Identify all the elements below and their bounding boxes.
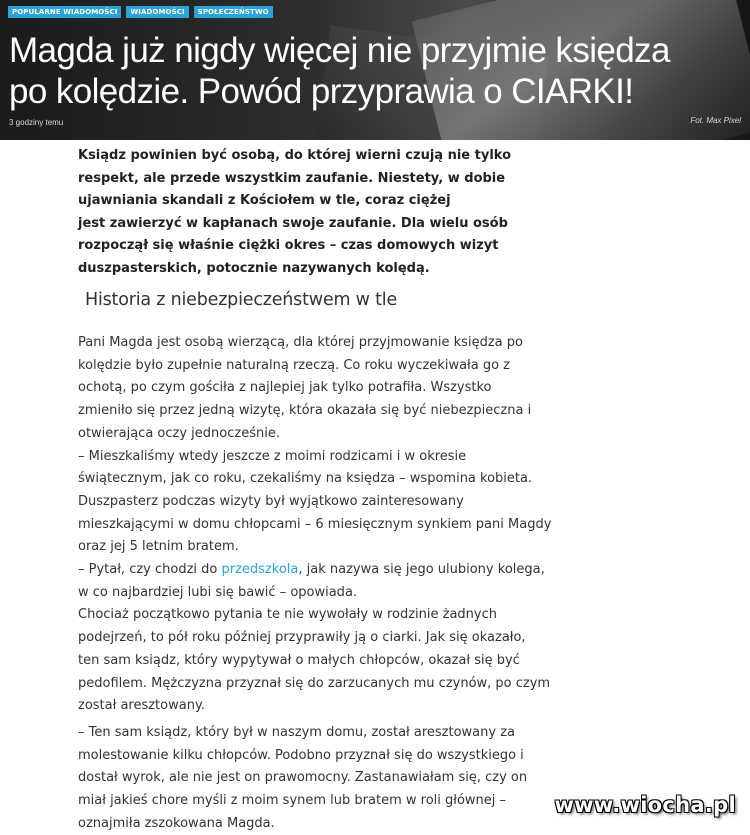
- body-line: kolędzie było zupełnie naturalną rzeczą. Co roku wyczekiwała go z: [78, 357, 510, 373]
- article-title: [9, 30, 744, 112]
- photo-credit: Fot. Max Pixel: [690, 116, 741, 125]
- lead-line: jest zawierzyć w kapłanach swoje zaufanie. Dla wielu osób: [78, 215, 508, 231]
- body-line: pedofilem. Mężczyzna przyznał się do zarzucanych mu czynów, po czym: [78, 675, 551, 691]
- article-body: [78, 332, 598, 835]
- body-line: mieszkającymi w domu chłopcami – 6 miesięcznym synkiem pani Magdy: [78, 516, 552, 532]
- article-title-line-1: Magda już nigdy więcej nie przyjmie księdza: [9, 31, 670, 70]
- body-text-fragment: – Pytał, czy chodzi do: [78, 562, 222, 578]
- section-heading: Historia z niebezpieczeństwem w tle: [85, 290, 398, 310]
- body-line: zmieniło się przez jedną wizytę, która okazała się być niebezpieczna i: [78, 403, 532, 419]
- site-watermark: www.wiocha.pl: [554, 793, 736, 817]
- publish-time: 3 godziny temu: [9, 118, 64, 127]
- body-line: ten sam ksiądz, który wypytywał o małych chłopców, okazał się być: [78, 652, 520, 668]
- category-tags: [8, 6, 273, 18]
- body-line: świątecznym, jak co roku, czekaliśmy na księdza – wspomina kobieta.: [78, 471, 533, 487]
- lead-line: Ksiądz powinien być osobą, do której wierni czują nie tylko: [78, 148, 512, 163]
- body-line: – Ten sam ksiądz, który był w naszym domu, został aresztowany za: [78, 724, 516, 740]
- przedszkola-link[interactable]: przedszkola: [221, 562, 299, 578]
- body-line: Chociaż początkowo pytania te nie wywołały w rodzinie żadnych: [78, 607, 497, 623]
- tag-wiadomosci[interactable]: WIADOMOŚCI: [126, 6, 188, 18]
- body-text-fragment: , jak nazywa się jego ulubiony kolega,: [298, 562, 545, 578]
- body-line: został aresztowany.: [78, 698, 205, 714]
- body-line: – Mieszkaliśmy wtedy jeszcze z moimi rodzicami i w okresie: [78, 448, 467, 464]
- body-line: oraz jej 5 letnim bratem.: [78, 539, 239, 555]
- lead-line: respekt, ale przede wszystkim zaufanie. Niestety, w dobie: [78, 170, 506, 186]
- body-line: Duszpasterz podczas wizyty był wyjątkowo zainteresowany: [78, 493, 464, 509]
- body-line: podejrzeń, to pół roku później przyprawiły ją o ciarki. Jak się okazało,: [78, 630, 526, 646]
- lead-line: duszpasterskich, potocznie nazywanych kolędą.: [78, 260, 430, 276]
- body-line: otwierająca oczy jednocześnie.: [78, 425, 280, 441]
- body-line: Pani Magda jest osobą wierzącą, dla której przyjmowanie księdza po: [78, 335, 523, 350]
- body-line: molestowanie kilku chłopców. Podobno przyznał się do wszystkiego i: [78, 747, 524, 763]
- lead-line: ujawniania skandali z Kościołem w tle, coraz ciężej: [78, 193, 451, 208]
- lead-line: rozpoczął się właśnie ciężki okres – czas domowych wizyt: [78, 238, 499, 253]
- body-line: dostał wyrok, ale nie jest on prawomocny. Zastanawiałam się, czy on: [78, 770, 528, 786]
- body-line: w co najbardziej lubi się bawić – opowiada.: [78, 584, 358, 600]
- body-line: miał jakieś chore myśli z moim synem lub bratem w roli głównej –: [78, 793, 507, 809]
- hero-banner: [0, 0, 750, 140]
- tag-popularne-wiadomosci[interactable]: POPULARNE WIADOMOŚCI: [8, 6, 121, 18]
- article-title-line-2: po kolędzie. Powód przyprawia o CIARKI!: [9, 72, 634, 111]
- body-line-with-link: [78, 559, 598, 582]
- body-line: oznajmiła zszokowana Magda.: [78, 815, 275, 831]
- tag-spoleczenstwo[interactable]: SPOŁECZEŃSTWO: [194, 6, 273, 18]
- body-line: ochotą, po czym gościła z najlepiej jak tylko potrafiła. Wszystko: [78, 380, 492, 396]
- article-lead: [78, 145, 548, 280]
